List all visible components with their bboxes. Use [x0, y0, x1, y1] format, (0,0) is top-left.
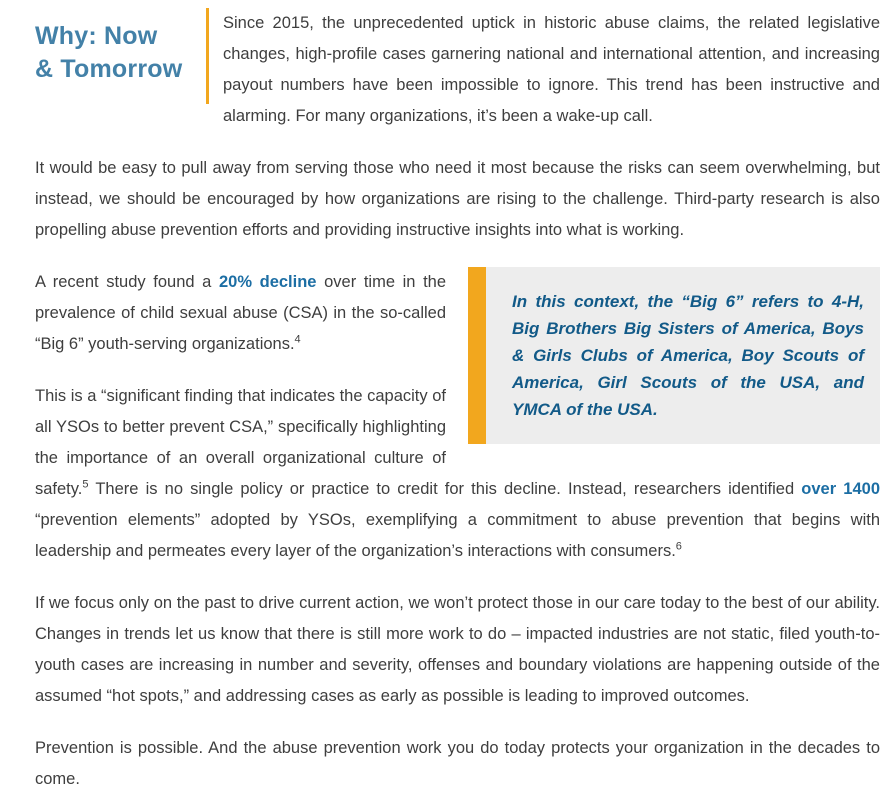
- intro-paragraph: Since 2015, the unprecedented uptick in historic abuse claims, the related legislative changes, high-profile cases garnering national and international attention, and increasing payout numbers have been impossible to ignore. This trend has been instructive and alarming. For many organizations, it’s been a wake-up call.: [223, 14, 880, 125]
- stat-highlight-over-1400: over 1400: [801, 480, 880, 498]
- footnote-ref-5: 5: [82, 478, 89, 491]
- footnote-ref-6: 6: [675, 540, 682, 553]
- paragraph-finding-mid: There is no single policy or practice to credit for this decline. Instead, researchers identified: [88, 480, 802, 498]
- page-title-line-1: Why: Now: [35, 22, 158, 50]
- callout-text: In this context, the “Big 6” refers to 4-H, Big Brothers Big Sisters of America, Boys & Girls Clubs of America, Boy Scouts of America, Girl Scouts of the USA, and YMCA of the USA.: [512, 292, 864, 419]
- paragraph-study-pre: A recent study found a: [35, 273, 219, 291]
- paragraph-study-post: over time in the prevalence of child sexual abuse (CSA) in the so-called “Big 6” youth-serving organizations.: [35, 273, 447, 353]
- paragraph-research: It would be easy to pull away from serving those who need it most because the risks can seem overwhelming, but instead, we should be encouraged by how organizations are rising to the challenge. Third-party research is also propelling abuse prevention efforts and providing instructive insights into what is working.: [35, 159, 880, 239]
- callout-accent-bar: [468, 267, 486, 444]
- page-title-line-2: & Tomorrow: [35, 55, 183, 83]
- page-title: [35, 8, 191, 86]
- stat-highlight-20-percent-decline: 20% decline: [218, 273, 317, 291]
- header-section: [35, 8, 880, 132]
- footnote-ref-4: 4: [294, 333, 301, 346]
- paragraph-finding-post: “prevention elements” adopted by YSOs, exemplifying a commitment to abuse prevention that begins with leadership and permeates every layer of the organization’s interactions with consumers.: [35, 511, 880, 560]
- paragraph-future: If we focus only on the past to drive current action, we won’t protect those in our care today to the best of our ability. Changes in trends let us know that there is still more work to do – impacted industries are not static, filed youth-to-youth cases are increasing in number and severity, offenses and boundary violations are happening outside of the assumed “hot spots,” and addressing cases as early as possible is leading to improved outcomes.: [35, 594, 880, 705]
- big6-callout: [468, 267, 880, 444]
- paragraph-prevention: Prevention is possible. And the abuse prevention work you do today protects your organization in the decades to come.: [35, 739, 880, 788]
- study-section: [35, 267, 880, 588]
- vertical-divider: [206, 8, 209, 104]
- paragraph-finding-pre: This is a “significant finding that indicates the capacity of all YSOs to better prevent CSA,” specifically highlighting the importance of an overall organizational culture of safety.: [35, 387, 446, 498]
